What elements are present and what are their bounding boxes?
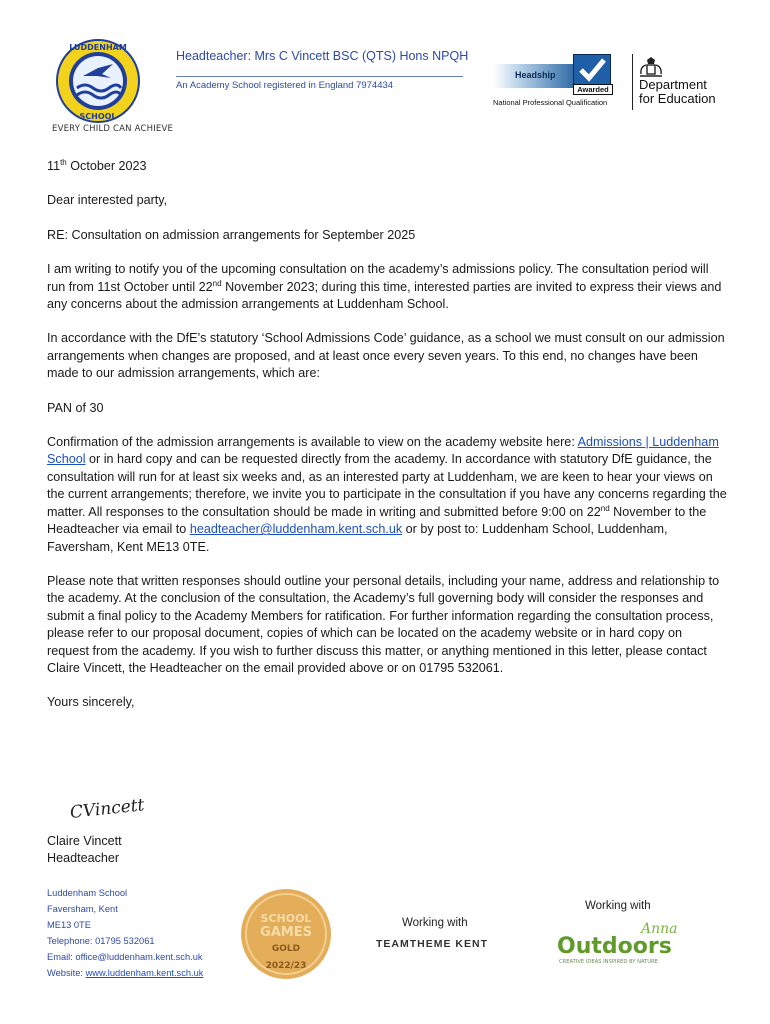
letter-body	[47, 158, 727, 729]
email-line: Email: office@luddenham.kent.sch.uk	[47, 952, 203, 962]
anna-script: Anna	[641, 921, 678, 937]
signer-block	[47, 833, 122, 868]
anna-outdoors-logo	[555, 920, 690, 966]
telephone-line: Telephone: 01795 532061	[47, 936, 155, 946]
anna-working-with: Working with	[585, 900, 651, 912]
games-line1: SCHOOL	[260, 912, 312, 925]
signer-name: Claire Vincett	[47, 834, 122, 848]
npq-awarded-label: Awarded	[573, 84, 613, 95]
subject-line: RE: Consultation on admission arrangements for September 2025	[47, 227, 416, 242]
address-line: ME13 0TE	[47, 920, 91, 930]
salutation: Dear interested party,	[47, 193, 168, 208]
paragraph-responses: Please note that written responses should outline your personal details, including your name, address and relationship to the academy. At the conclusion of the consultation, the Academy’s full governing body will consider the responses and submit a final policy to the Academy Members for ratification. For further information regarding the consultation process, please refer to our proposal document, copies of which can be located on the academy website or in hard copy on request from the academy. If you wish to further discuss this matter, or anything mentioned in this letter, please contact Claire Vincett, the Headteacher on the email provided above or on 01795 532061.	[47, 573, 720, 675]
games-years: 2022/23	[265, 961, 307, 971]
footer-address	[47, 885, 203, 981]
headteacher-line: Headteacher: Mrs C Vincett BSC (QTS) Hons NPQH	[176, 49, 469, 63]
paragraph-intro: I am writing to notify you of the upcoming consultation on the academy’s admissions policy. The consultation period will run from 11st October until 22nd November 2023; during this time, interested parties are invited to express their views and any concerns about the admission arrangements at Luddenham School.	[47, 262, 722, 312]
school-crest-logo	[55, 38, 141, 124]
registration-line: An Academy School registered in England 7974434	[176, 80, 394, 91]
closing: Yours sincerely,	[47, 695, 135, 710]
signature-text: CVincett	[69, 795, 146, 823]
address-line: Luddenham School	[47, 888, 128, 898]
crest-top-text: LUDDENHAM	[69, 43, 127, 52]
npq-headship-label: Headship	[515, 70, 556, 80]
school-games-gold-badge	[240, 888, 332, 980]
paragraph-admissions-code: In accordance with the DfE’s statutory ‘School Admissions Code’ guidance, as a school we must consult on our admission arrangements when changes are proposed, and at least once every seven years. To this end, no changes have been made to our admission arrangements, which are:	[47, 331, 725, 381]
anna-tagline: CREATIVE IDEAS INSPIRED BY NATURE	[559, 959, 658, 965]
signature	[68, 790, 148, 830]
dfe-logo-text	[639, 78, 716, 106]
npq-headship-badge	[493, 52, 617, 110]
letter-date: 11th October 2023	[47, 157, 147, 173]
address-line: Faversham, Kent	[47, 904, 118, 914]
header-divider	[176, 76, 463, 77]
royal-crest-icon	[638, 56, 664, 78]
paragraph-consultation: Confirmation of the admission arrangements is available to view on the academy website here: Admissions | Luddenham School or in hard copy and can be requested directly from the academy. In accordance with statutory DfE guidance, the consultation will run for at least six weeks and, as an interested party at Luddenham, we are keen to hear your views on the current arrangements; therefore, we invite you to participate in the consultation if you have any concerns regarding the matter. All responses to the consultation should be made in writing and submitted before 9:00 on 22nd November to the Headteacher via email to headteacher@luddenham.kent.sch.uk or by post to: Luddenham School, Luddenham, Faversham, Kent ME13 0TE.	[47, 435, 727, 554]
teamtheme-kent-name: TEAMTHEME KENT	[376, 938, 488, 950]
dfe-line2: for Education	[639, 91, 716, 106]
signer-title: Headteacher	[47, 851, 120, 866]
admissions-link[interactable]: Admissions | Luddenham School	[47, 435, 719, 467]
dfe-line1: Department	[639, 77, 707, 92]
website-link[interactable]: www.luddenham.kent.sch.uk	[85, 968, 204, 978]
games-line2: GAMES	[260, 925, 312, 940]
school-motto: EVERY CHILD CAN ACHIEVE	[52, 124, 174, 134]
headteacher-email-link[interactable]: headteacher@luddenham.kent.sch.uk	[189, 522, 403, 537]
website-line: Website: www.luddenham.kent.sch.uk	[47, 968, 204, 978]
teamtheme-working-with: Working with	[402, 917, 468, 929]
dfe-divider	[632, 54, 633, 110]
outdoors-word: Outdoors	[557, 934, 672, 959]
crest-bottom-text: SCHOOL	[79, 112, 117, 121]
pan-statement: PAN of 30	[47, 400, 104, 415]
npq-caption: National Professional Qualification	[493, 98, 608, 107]
games-level: GOLD	[271, 944, 301, 954]
